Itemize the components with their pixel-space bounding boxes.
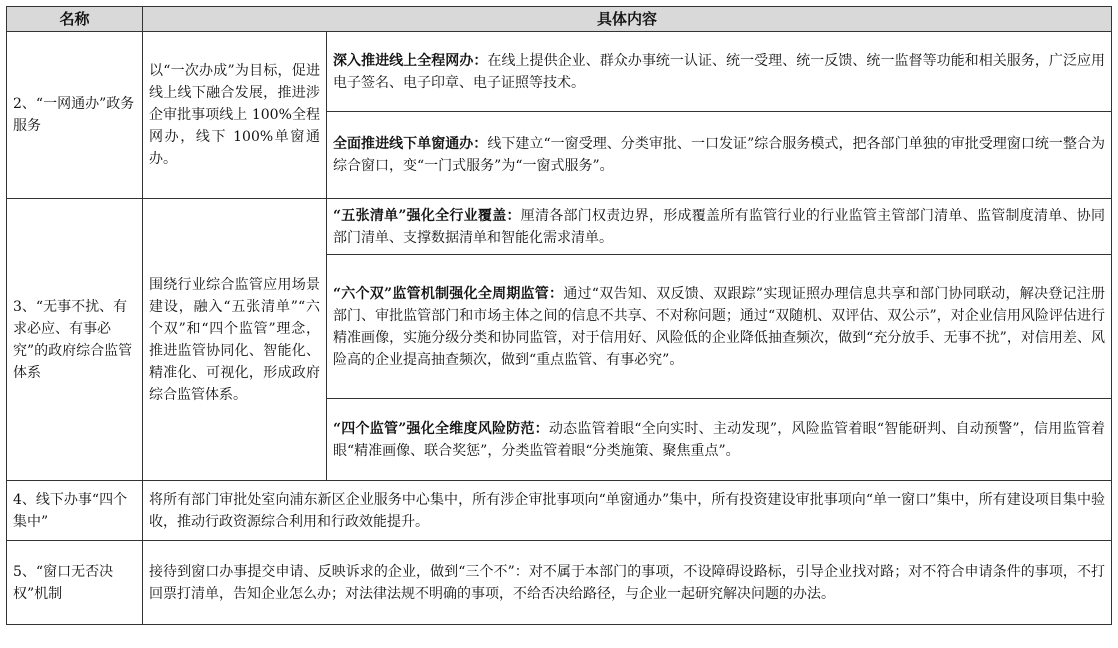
item-title: 全面推进线下单窗通办： — [333, 136, 488, 152]
item-title: “四个监管”强化全维度风险防范： — [333, 420, 549, 437]
row-item — [327, 399, 1112, 481]
row-name: 2、“一网通办”政务服务 — [7, 32, 143, 199]
item-title: 深入推进线上全程网办： — [333, 52, 488, 69]
header-name: 名称 — [7, 7, 143, 32]
item-text: 厘清各部门权责边界，形成覆盖所有监管行业的行业监管主管部门清单、监管制度清单、协同部门清单、支撑数据清单和智能化需求清单。 — [333, 207, 1106, 246]
policy-table — [6, 6, 1112, 625]
item-text: 通过“双告知、双反馈、双跟踪”实现证照办理信息共享和部门协同联动，解决登记注册部门、审批监管部门和市场主体之间的信息不共享、不对称问题；通过“双随机、双评估、双公示”，对企业信用风险评估进行精准画像，实施分级分类和协同监管，对于信用好、风险低的企业降低抽查频次，做到“充分放手、无事不扰”，对信用差、风险高的企业提高抽查频次，做到“重点监管、有事必究”。 — [333, 285, 1106, 368]
table-row — [7, 481, 1112, 541]
row-item — [327, 112, 1112, 199]
row-text: 将所有部门审批处室向浦东新区企业服务中心集中，所有涉企审批事项向“单窗通办”集中，所有投资建设审批事项向“单一窗口”集中，所有建设项目集中验收，推动行政资源综合利用和行政效能提升。 — [143, 481, 1112, 541]
table-row — [7, 199, 1112, 255]
row-name: 5、“窗口无否决权”机制 — [7, 541, 143, 625]
item-text: 动态监管着眼“全向实时、主动发现”，风险监管着眼“智能研判、自动预警”，信用监管着眼“精准画像、联合奖惩”，分类监管着眼“分类施策、聚焦重点”。 — [333, 420, 1105, 459]
item-text: 线下建立“一窗受理、分类审批、一口发证”综合服务模式，把各部门单独的审批受理窗口统一整合为综合窗口，变“一门式服务”为“一窗式服务”。 — [333, 136, 1106, 174]
row-goal: 以“一次办成”为目标，促进线上线下融合发展，推进涉企审批事项线上 100%全程网办，线下 100%单窗通办。 — [143, 32, 327, 199]
row-item — [327, 32, 1112, 112]
row-item — [327, 199, 1112, 255]
row-text: 接待到窗口办事提交申请、反映诉求的企业，做到“三个不”：对不属于本部门的事项，不设障碍设路标，引导企业找对路；对不符合申请条件的事项，不打回票打清单，告知企业怎么办；对法律法规不明确的事项，不给否决给路径，与企业一起研究解决问题的办法。 — [143, 541, 1112, 625]
row-name: 4、线下办事“四个集中” — [7, 481, 143, 541]
row-item — [327, 255, 1112, 399]
header-row — [7, 7, 1112, 32]
header-content: 具体内容 — [143, 7, 1112, 32]
item-title: “五张清单”强化全行业覆盖： — [333, 207, 521, 224]
row-name: 3、“无事不扰、有求必应、有事必究”的政府综合监管体系 — [7, 199, 143, 481]
table-row — [7, 32, 1112, 112]
item-title: “六个双”监管机制强化全周期监管： — [333, 285, 564, 302]
row-goal: 围绕行业综合监管应用场景建设，融入“五张清单”“六个双”和“四个监管”理念，推进监管协同化、智能化、精准化、可视化，形成政府综合监管体系。 — [143, 199, 327, 481]
item-text: 在线上提供企业、群众办事统一认证、统一受理、统一反馈、统一监督等功能和相关服务，广泛应用电子签名、电子印章、电子证照等技术。 — [333, 52, 1106, 91]
table-row — [7, 541, 1112, 625]
